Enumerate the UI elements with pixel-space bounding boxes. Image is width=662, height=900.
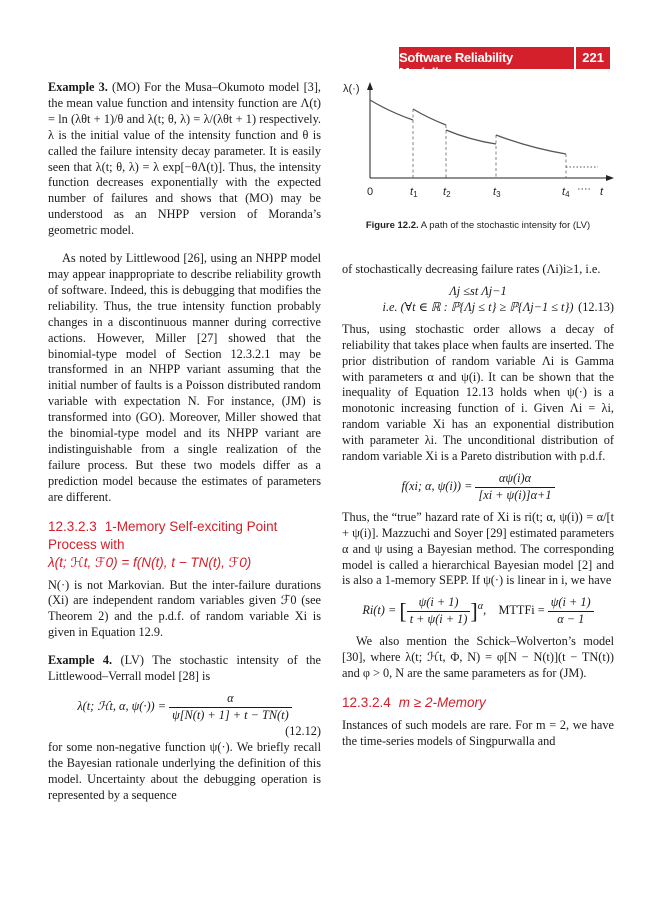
x-origin-label: 0 — [367, 186, 374, 198]
intensity-segment-2 — [413, 109, 446, 125]
section-heading-12-3-2-3 — [48, 518, 321, 572]
caption-text: A path of the stochastic intensity for (LV) — [420, 220, 591, 231]
paragraph-gamma-prior: Thus, using stochastic order allows a decay of reliability that takes place when faults are inserted. The prior distribution of random variable Λi is Gamma with parameters α and ψ(i). It can be shown that the inequality of Equation 12.13 holds when ψ(·) is a monotonic increasing function of i. Given Λi = λi, random variable Xi has an exponential distribution with parameter λi. The unconditional distribution of random variable Xi is a Pareto distribution with p.d.f. — [342, 321, 614, 464]
tick-t1: t1 — [410, 186, 418, 199]
caption-label: Figure 12.2. — [365, 220, 419, 231]
eq-12-12-lhs: λ(t; ℋt, α, ψ(·)) = — [77, 699, 167, 714]
section-heading-12-3-2-4 — [342, 694, 614, 712]
intensity-segment-3 — [446, 130, 496, 144]
paragraph-hazard-rate: Thus, the “true” hazard rate of Xi is ri(t; α, ψ(i)) = α/[t + ψ(i)]. Mazzuchi and Soyer [29] estimated parameters α and ψ using a Bayesian method. The corresponding model is called a hierarchical Bayesian model [2] and is also a 1-memory SEPP. If ψ(·) is linear in i, we have — [342, 509, 614, 588]
reliability-exponent: α — [477, 601, 484, 613]
running-title: Software Reliability Modeling — [399, 50, 513, 80]
section-title-line-2: Process with — [48, 536, 125, 552]
pareto-fraction — [475, 471, 554, 504]
mttf-fraction — [548, 595, 594, 628]
example-3 — [48, 80, 321, 239]
pareto-lhs: f(xi; α, ψ(i)) = — [401, 479, 473, 494]
paragraph-littlewood: As noted by Littlewood [26], using an NHPP model may appear inappropriate to describe reliability growth of software. Indeed, this is debugging that modifies the reliability. Thus, the true intensity function probably changes in a discontinuous manner during corrective actions. However, Miller [27] showed that the binomial-type model of Section 12.3.2.1 may be transformed in an NHPP variant assuming that the initial number of faults is a Poisson distributed random variable with expectation N. For instance, (JM) is transformed into (GO). Moreover, Miller showed that the binomial-type model and its NHPP variant are indistinguishable from a single realization of the failure process. But these two models differ as a prediction model because the estimates of parameters are different. — [48, 251, 321, 504]
section-title-memory: m ≥ 2-Memory — [398, 694, 486, 710]
eq-12-13-body: i.e. (∀t ∈ ℝ : ℙ{Λj ≤ t} ≥ ℙ{Λj−1 ≤ t}) — [382, 299, 574, 314]
page-number: 221 — [582, 50, 604, 65]
x-axis-arrow — [606, 175, 614, 181]
paragraph-bayesian-rationale: for some non-negative function ψ(·). We briefly recall the Bayesian rationale underlying the definition of this model. Uncertainty about the debugging operation is represented by a sequence — [48, 739, 321, 802]
equation-stochastic-order: Λj ≤st Λj−1 — [449, 283, 507, 298]
tick-t3: t3 — [493, 186, 501, 199]
left-column — [48, 80, 321, 803]
example-4-text: (LV) The stochastic intensity of the Littlewood–Verrall model [28] is — [48, 653, 321, 684]
eq-12-13-tag: (12.13) — [578, 299, 614, 314]
mttf-denominator: α − 1 — [557, 612, 585, 627]
y-axis-label: λ(·) — [343, 83, 360, 95]
example-4 — [48, 653, 321, 685]
equation-12-13 — [342, 300, 614, 316]
pareto-numerator: αψ(i)α — [475, 471, 554, 488]
paragraph-schick-wolverton: We also mention the Schick–Wolverton’s model [30], where λ(t; ℋt, Φ, N) = φ[N − N(t)](t − TN(t)) and φ > 0, N are the same parameters as for (JM). — [342, 634, 614, 680]
tick-t4: t4 — [562, 186, 570, 199]
section-title-math: λ(t; ℋt, ℱ0) = f(N(t), t − TN(t), ℱ0) — [48, 554, 252, 570]
right-column — [342, 262, 614, 750]
equation-pareto-pdf — [342, 471, 614, 504]
equation-12-12 — [48, 691, 321, 724]
section-title-line-1: 1-Memory Self-exciting Point — [104, 518, 278, 534]
eq-12-12-fraction — [169, 691, 292, 724]
intensity-segment-1 — [370, 100, 413, 120]
intensity-segment-4 — [496, 135, 566, 154]
mttf-numerator: ψ(i + 1) — [548, 595, 594, 612]
running-header — [399, 47, 610, 80]
reliability-fraction — [407, 595, 471, 628]
figure-caption — [342, 220, 614, 231]
example-4-label: Example 4. — [48, 653, 113, 668]
eq-12-12-denominator: ψ[N(t) + 1] + t − TN(t) — [172, 707, 289, 722]
paragraph-not-markovian: N(·) is not Markovian. But the inter-failure durations (Xi) are independent random variables given ℱ0 (see Theorem 2) and the p.d.f. of random variable Xi is given in Equation 12.9. — [48, 577, 321, 640]
x-axis-label: t — [600, 186, 604, 198]
reliability-lhs: Ri(t) = — [362, 603, 397, 618]
eq-12-12-numerator: α — [169, 691, 292, 708]
paragraph-instances: Instances of such models are rare. For m = 2, we have the time-series models of Singpurwalla and — [342, 717, 614, 748]
reliability-numerator: ψ(i + 1) — [407, 595, 471, 612]
header-divider — [574, 47, 576, 69]
paragraph-failure-rates: of stochastically decreasing failure rates (Λi)i≥1, i.e. — [342, 262, 601, 276]
pareto-denominator: [xi + ψ(i)]α+1 — [478, 487, 552, 502]
section-number-2: 12.3.2.4 — [342, 694, 391, 710]
section-number: 12.3.2.3 — [48, 518, 97, 534]
mttf-lhs: MTTFi = — [498, 603, 545, 618]
figure-stochastic-intensity — [340, 78, 615, 228]
eq-12-12-tag: (12.12) — [285, 723, 321, 738]
example-3-text: (MO) For the Musa–Okumoto model [3], the mean value function and intensity function are Λ(t) = ln (λθt + 1)/θ and λ(t; θ, λ) = λ/(λθt + 1) respectively. λ is the initial value of the intensity function and θ is called the failure intensity decay parameter. It is easily seen that λ(t; θ, λ) = λ exp[−θΛ(t)]. Thus, the intensity function decreases exponentially with the expected number of failures and shows that (MO) may be understood as an NHPP version of Moranda’s geometric model. — [48, 80, 321, 238]
equation-reliability-mttf: Ri(t) = [ $\frac{\psi(i + 1)}{t + \psi(i + 1)}$ ]$^\alpha$, MTTFi = $\frac{\psi(i + 1)}{\alpha - 1}$ — [342, 595, 614, 628]
tick-t2: t2 — [443, 186, 451, 199]
example-3-label: Example 3. — [48, 80, 108, 94]
y-axis-arrow — [367, 82, 373, 90]
reliability-denominator: t + ψ(i + 1) — [409, 612, 468, 627]
